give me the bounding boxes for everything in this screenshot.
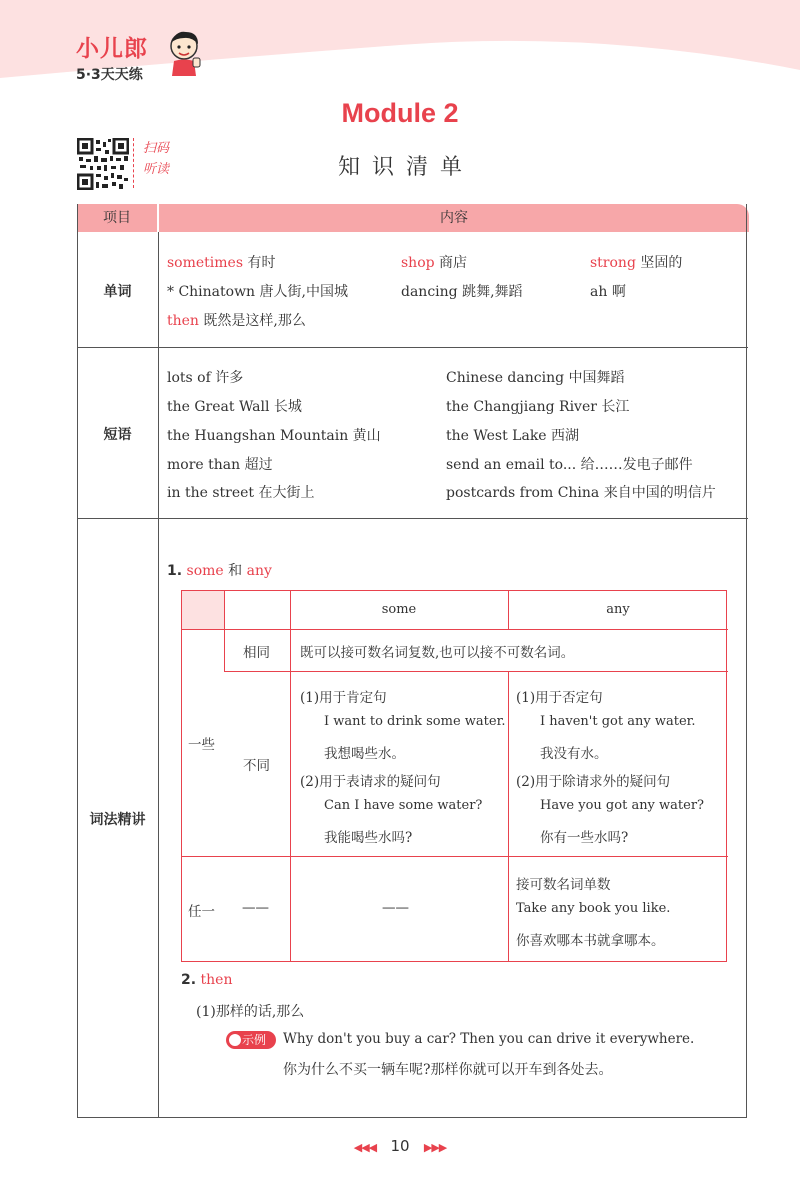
row-same-label: 相同	[243, 645, 270, 661]
pen-icon	[229, 1034, 241, 1046]
page-number: 10	[390, 1137, 410, 1155]
phrase-item: the Great Wall 长城	[167, 399, 302, 415]
row-any-one-label: 任一	[188, 904, 215, 920]
col-any: any	[606, 602, 630, 617]
vocab-item: ah 啊	[590, 284, 626, 300]
example-zh: 你为什么不买一辆车呢?那样你就可以开车到各处去。	[283, 1062, 613, 1078]
phrase-item: send an email to... 给……发电子邮件	[446, 457, 693, 473]
vocab-item: * Chinatown 唐人街,中国城	[167, 284, 348, 300]
vocab-item: dancing 跳舞,舞蹈	[401, 284, 523, 300]
next-arrows-icon: ▶▶▶	[423, 1141, 447, 1154]
phrase-item: in the street 在大街上	[167, 485, 315, 501]
vocab-item: then 既然是这样,那么	[167, 313, 306, 329]
brand-name: 小儿郎	[76, 36, 148, 62]
row-label-grammar: 词法精讲	[89, 812, 146, 828]
module-title: Module 2	[341, 98, 459, 128]
vocab-item: strong 坚固的	[590, 255, 683, 271]
phrase-item: the West Lake 西湖	[446, 428, 580, 444]
some-any-table: some any 一些 相同 既可以接可数名词复数,也可以接不可数名词。 不同 (1)用于肯定句 I want to drink some water. 我想喝些水。 (2)用于表请求的疑问句 Can I have some water? 我能喝些水吗? (1)用于否定句 I haven't got any water. 我没有水。 (2)用于除请求外的疑问句 Have you got any water? 你有一些水吗? 任一 —— —— 接可数名词单数 Take any book you like. 你喜欢哪本书就拿哪本。	[181, 590, 727, 962]
header-content: 内容	[159, 204, 749, 232]
dash: ——	[382, 900, 409, 916]
column-divider	[158, 232, 159, 1118]
row-divider	[77, 518, 748, 519]
phrase-item: the Huangshan Mountain 黄山	[167, 428, 381, 444]
row-label-vocab: 单词	[103, 284, 132, 300]
grammar-point-2: 2. then	[181, 972, 233, 988]
prev-arrows-icon: ◀◀◀	[353, 1141, 377, 1154]
vocab-item: sometimes 有时	[167, 255, 276, 271]
row-diff-label: 不同	[243, 758, 270, 774]
dash: ——	[242, 900, 269, 916]
page-footer	[0, 1137, 800, 1155]
phrase-item: postcards from China 来自中国的明信片	[446, 485, 716, 501]
brand-logo	[76, 30, 206, 90]
example-badge: 示例	[226, 1031, 276, 1049]
phrase-item: Chinese dancing 中国舞蹈	[446, 370, 625, 386]
row-group-label: 一些	[188, 737, 215, 753]
qr-code-icon[interactable]	[77, 138, 129, 190]
example-en: Why don't you buy a car? Then you can drive it everywhere.	[283, 1031, 695, 1047]
row-label-phrases: 短语	[103, 427, 132, 443]
phrase-item: the Changjiang River 长江	[446, 399, 630, 415]
vocab-item: shop 商店	[401, 255, 468, 271]
scan-to-listen-label: 扫码 听读	[133, 138, 183, 188]
col-some: some	[381, 602, 417, 617]
header-item: 项目	[77, 204, 159, 232]
mascot-icon	[164, 28, 204, 78]
row-divider	[77, 347, 748, 348]
brand-series: 5·3天天练	[76, 67, 143, 83]
phrase-item: lots of 许多	[167, 370, 244, 386]
phrase-item: more than 超过	[167, 457, 273, 473]
same-text: 既可以接可数名词复数,也可以接不可数名词。	[300, 645, 575, 661]
grammar-point-1: 1. some 和 any	[167, 563, 272, 579]
section-title: 知识清单	[337, 155, 474, 180]
then-sense: (1)那样的话,那么	[196, 1004, 305, 1020]
